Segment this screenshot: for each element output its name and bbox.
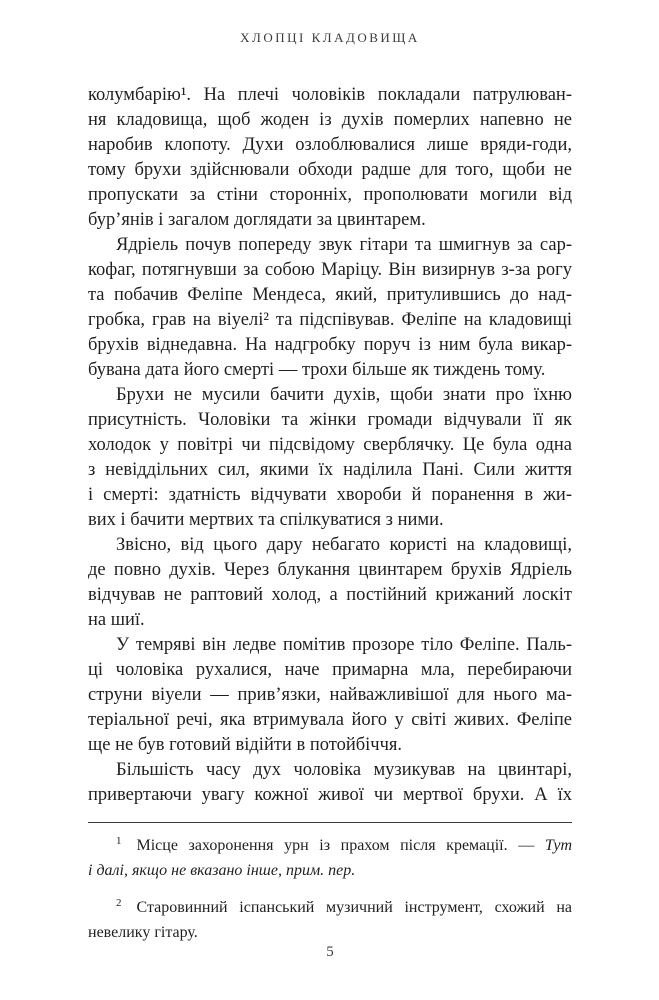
text-line: та побачив Феліпе Мендеса, який, притулившись до над- <box>88 285 572 305</box>
paragraph <box>88 758 572 808</box>
text-line: і смерті: здатність відчувати хвороби й поранення в жи- <box>88 485 572 505</box>
text-line: колумбарію¹. На плечі чоловіків покладали патрулюван- <box>88 85 572 105</box>
text-line: Ядріель почув попереду звук гітари та шмигнув за сар- <box>116 235 572 255</box>
paragraph <box>88 83 572 233</box>
page-number: 5 <box>326 944 334 960</box>
text-line: на шиї. <box>88 610 145 630</box>
text-line: Брухи не мусили бачити духів, щоби знати про їхню <box>116 385 572 405</box>
text-line: тому брухи здійснювали обходи радше для того, щоби не <box>88 160 572 180</box>
text-line: ня кладовища, щоб жоден із духів померлих напевно не <box>88 110 572 130</box>
footnotes-section <box>88 833 572 945</box>
footnote <box>88 895 572 945</box>
paragraph <box>88 233 572 383</box>
text-line: У темряві він ледве помітив прозоре тіло Феліпе. Паль- <box>116 635 572 655</box>
text-line: ще не був готовий відійти в потойбіччя. <box>88 735 403 755</box>
footnote-text: Старовинний іспанський музичний інструмент, схожий на <box>136 899 572 916</box>
text-line: Звісно, від цього дару небагато користі на кладовищі, <box>116 535 572 555</box>
text-line: Більшість часу дух чоловіка музикував на цвинтарі, <box>116 760 572 780</box>
paragraph <box>88 633 572 758</box>
body-text <box>88 83 572 808</box>
text-line: привертаючи увагу кожної живої чи мертвої брухи. А їх <box>88 785 572 805</box>
footnote-marker: 2 <box>116 896 122 909</box>
footnote-text-italic: і далі, якщо не вказано інше, прим. пер. <box>88 862 356 879</box>
footnote-line <box>88 895 572 920</box>
text-line: пропускати за стіни сторонніх, прополювати могили від <box>88 185 572 205</box>
text-line: холодок у повітрі чи підсвідому сверблячку. Це була одна <box>88 435 572 455</box>
text-line: брухів віднедавна. На надгробку поруч із ним була викар- <box>88 335 572 355</box>
text-line: струни віуели — прив’язки, найважливішої для нього ма- <box>88 685 572 705</box>
paragraph <box>88 533 572 633</box>
text-line: де повно духів. Через блукання цвинтарем брухів Ядріель <box>88 560 572 580</box>
running-header: ХЛОПЦІ КЛАДОВИЩА <box>240 30 420 45</box>
footnote <box>88 833 572 883</box>
text-line: вих і бачити мертвих та спілкуватися з ними. <box>88 510 444 530</box>
text-line: ці чоловіка рухалися, наче примарна мла, перебираючи <box>88 660 572 680</box>
text-line: відчував не раптовий холод, а постійний крижаний лоскіт <box>88 585 572 605</box>
text-line: з невіддільних сил, якими їх наділила Пані. Сили життя <box>88 460 572 480</box>
text-line: кофаг, потягнувши за собою Маріцу. Він визирнув з-за рогу <box>88 260 572 280</box>
footnote-text: Місце захоронення урн із прахом після кремації. — <box>136 837 545 854</box>
footnote-text: невелику гітару. <box>88 924 198 941</box>
text-line: гробка, грав на віуелі² та підспівував. Феліпе на кладовищі <box>88 310 572 330</box>
footnote-line <box>88 833 572 858</box>
text-line: наробив клопоту. Духи озлоблювалися лише вряди-годи, <box>88 135 572 155</box>
footnote-separator <box>88 822 572 823</box>
footnote-line <box>88 920 572 945</box>
text-line: присутність. Чоловіки та жінки громади відчували її як <box>88 410 572 430</box>
footnote-text-italic: Тут <box>544 837 572 854</box>
text-line: бувана дата його смерті — трохи більше як тиждень тому. <box>88 360 546 380</box>
footnote-line <box>88 858 572 883</box>
footnote-marker: 1 <box>116 834 122 847</box>
paragraph <box>88 383 572 533</box>
text-line: теріальної речі, яка втримувала його у світі живих. Феліпе <box>88 710 572 730</box>
text-line: бур’янів і загалом доглядати за цвинтарем. <box>88 210 426 230</box>
